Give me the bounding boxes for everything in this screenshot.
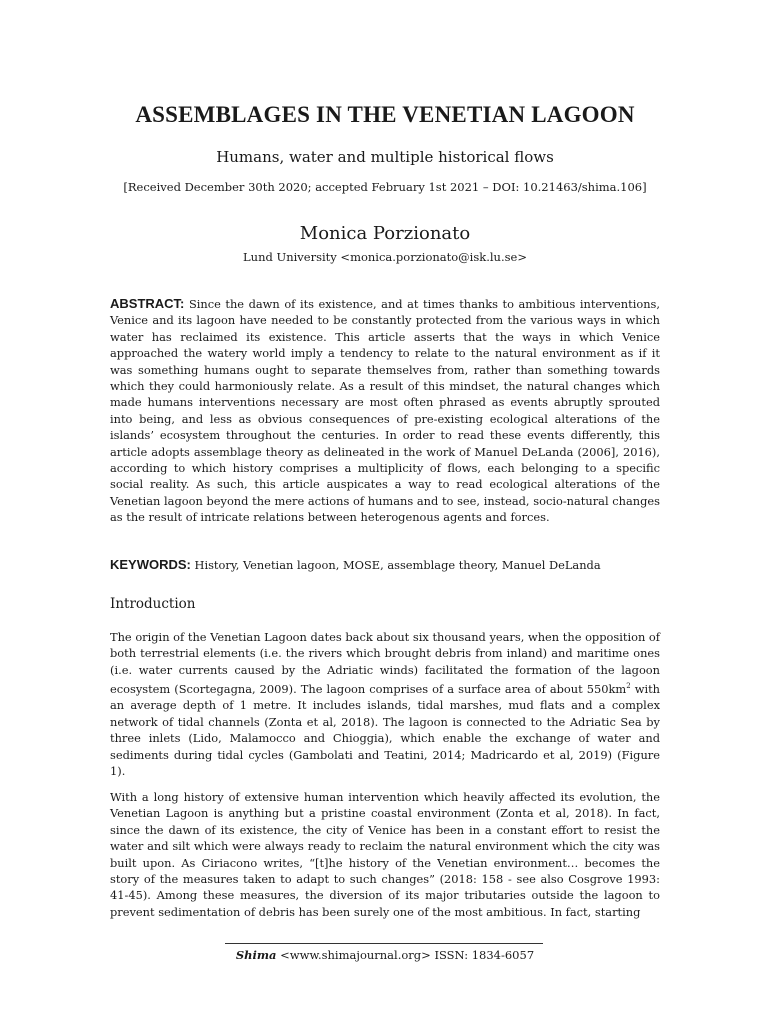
footer-divider [225,943,543,944]
paragraph1-superscript: 2 [626,682,631,691]
received-line: [Received December 30th 2020; accepted February 1st 2021 – DOI: 10.21463/shima.106] [123,180,647,194]
keywords-text: History, Venetian lagoon, MOSE, assemblage theory, Manuel DeLanda [190,558,601,572]
article-subtitle: Humans, water and multiple historical flows [216,148,554,166]
keywords-paragraph [110,557,660,573]
body-paragraph-2: With a long history of extensive human intervention which heavily affected its evolution, the Venetian Lagoon is anything but a pristine coastal environment (Zonta et al, 2018). In fact, since the dawn of its existence, the city of Venice has been in a constant effort to resist the water and silt which were always ready to reclaim the natural environment which the city was built upon. As Ciriacono writes, “[t]he history of the Venetian environment… becomes the story of the measures taken to adapt to such changes” (2018: 158 - see also Cosgrove 1993: 41-45). Among these measures, the diversion of its major tributaries outside the lagoon to prevent sedimentation of debris has been surely one of the most ambitious. In fact, starting [110,790,660,919]
abstract-label: ABSTRACT: [110,296,185,311]
abstract-text: Since the dawn of its existence, and at times thanks to ambitious interventions, Venice and its lagoon have needed to be constantly protected from the various ways in which water has reclaimed its existence. This article asserts that the ways in which Venice approached the watery world imply a tendency to relate to the natural environment as if it was something humans ought to separate themselves from, rather than something towards which they could harmoniously relate. As a result of this mindset, the natural changes which made humans interventions necessary are most often phrased as events abruptly sprouted into being, and less as obvious consequences of pre-existing ecological alterations of the islands’ ecosystem throughout the centuries. In order to read these events differently, this article adopts assemblage theory as delineated in the work of Manuel DeLanda (2006], 2016), according to which history comprises a multiplicity of flows, each belonging to a specific social reality. As such, this article auspicates a way to read ecological alterations of the Venetian lagoon beyond the mere actions of humans and to see, instead, socio-natural changes as the result of intricate relations between heterogenous agents and forces. [110,297,660,525]
section-heading-introduction: Introduction [110,596,196,612]
footer-journal-name: Shima [235,948,277,962]
body-paragraph-1 [110,629,660,779]
author-affiliation: Lund University <monica.porzionato@isk.lu.se> [243,250,527,264]
article-title: ASSEMBLAGES IN THE VENETIAN LAGOON [135,102,635,127]
footer-details: <www.shimajournal.org> ISSN: 1834-6057 [276,948,535,962]
paragraph1-text-b: with an average depth of 1 metre. It includes islands, tidal marshes, mud flats and a complex network of tidal channels (Zonta et al, 2018). The lagoon is connected to the Adriatic Sea by three inlets (Lido, Malamocco and Chioggia), which enable the exchange of water and sediments during tidal cycles (Gambolati and Teatini, 2014; Madricardo et al, 2019) (Figure 1). [110,682,661,779]
paragraph1-text-a: The origin of the Venetian Lagoon dates back about six thousand years, when the opposition of both terrestrial elements (i.e. the rivers which brought debris from inland) and maritime ones (i.e. water currents caused by the Adriatic winds) facilitated the formation of the lagoon ecosystem (Scortegagna, 2009). The lagoon comprises of a surface area of about 550km [110,630,660,697]
page-footer [0,948,770,962]
abstract-paragraph [110,296,660,526]
keywords-label: KEYWORDS: [110,557,191,572]
author-name: Monica Porzionato [299,223,471,244]
